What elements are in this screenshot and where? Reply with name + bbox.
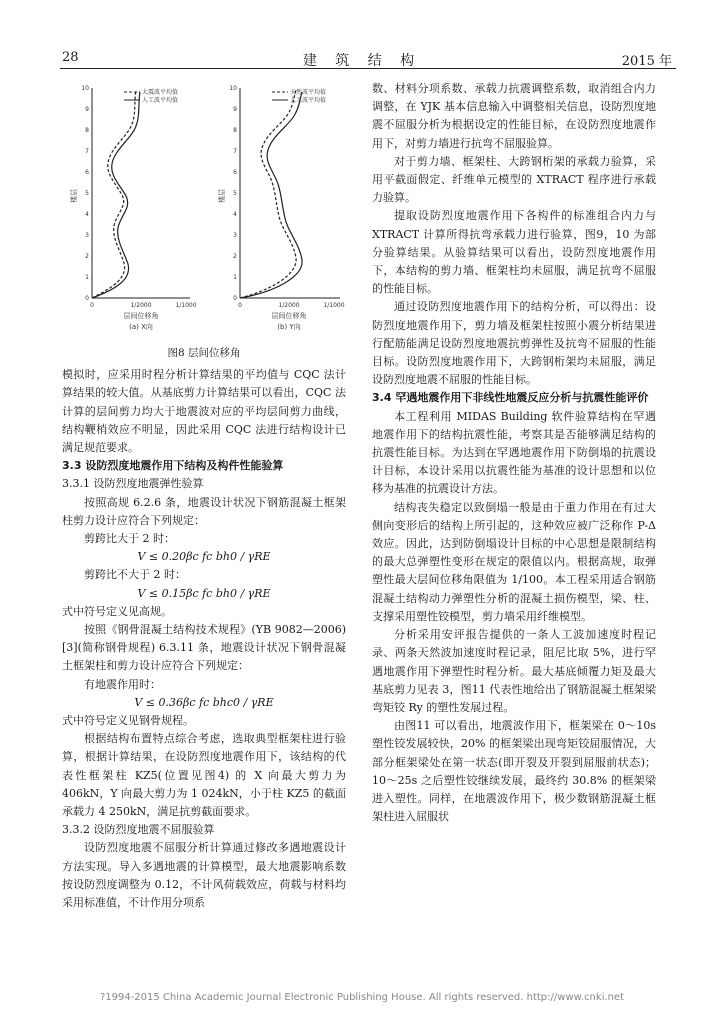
equation: V ≤ 0.20βc fc bh0 / γRE bbox=[137, 550, 271, 564]
left-column bbox=[62, 78, 346, 912]
panel-a-ytick: 8 bbox=[85, 127, 89, 134]
panel-b-series-artificial bbox=[240, 92, 302, 298]
panel-b-ytick: 2 bbox=[233, 253, 237, 260]
figure-caption: 图8 层间位移角 bbox=[167, 347, 241, 359]
panel-a-ytick: 10 bbox=[81, 85, 89, 92]
panel-a-ytick: 0 bbox=[85, 295, 89, 302]
paragraph: 式中符号定义见高规。 bbox=[62, 604, 172, 618]
panel-b-series-natural bbox=[240, 90, 296, 298]
panel-a-xtick: 1/2000 bbox=[130, 302, 152, 309]
panel-a-sublabel: (a) X向 bbox=[129, 323, 153, 331]
paragraph: 对于剪力墙、框架柱、大跨钢桁架的承载力验算，采用平截面假定、纤维单元模型的 XTRACT 程序进行承载力验算。 bbox=[372, 154, 656, 205]
paragraph: 由图11 可以看出，地震波作用下，框架梁在 0～10s 塑性铰发展较快，20% 的框架梁出现弯矩铰屈服情况，大部分框架梁处在第一状态(即开裂及开裂到屈服前状态)；10～25s 之后塑性铰继续发展，最终约 30.8% 的框架梁进入塑性。同样，在地震波作用下，极少数钢筋混凝土框架柱进入屈服状 bbox=[372, 719, 656, 824]
paragraph: 设防烈度地震不屈服分析计算通过修改多遇地震设计方法实现。导入多遇地震的计算模型，最大地震影响系数按设防烈度调整为 0.12，不计风荷载效应，荷载与材料均采用标准值，不计作用分项系 bbox=[62, 841, 346, 910]
paragraph: 式中符号定义见钢骨规程。 bbox=[62, 714, 194, 728]
panel-a-ytick: 5 bbox=[85, 190, 89, 197]
panel-a-xtick: 1/1000 bbox=[175, 302, 197, 309]
subsection-heading: 3.3.2 设防烈度地震不屈服验算 bbox=[62, 823, 215, 837]
panel-b-ytick: 5 bbox=[233, 190, 237, 197]
panel-b-ytick: 6 bbox=[233, 169, 237, 176]
panel-a-ytick: 1 bbox=[85, 274, 89, 281]
condition-text: 有地震作用时： bbox=[84, 677, 161, 691]
panel-b-sublabel: (b) Y向 bbox=[277, 323, 301, 331]
paragraph: 数、材料分项系数、承载力抗震调整系数，取消组合内力调整，在 YJK 基本信息输入中调整相关信息，设防烈度地震不屈服分析为根据设定的性能目标，在设防烈度地震作用下，对剪力墙进行抗弯不屈服验算。 bbox=[372, 82, 656, 150]
panel-b-ylabel: 楼层 bbox=[218, 189, 226, 203]
panel-b-ytick: 8 bbox=[233, 127, 237, 134]
panel-a-ytick: 2 bbox=[85, 253, 89, 260]
paragraph: 本工程利用 MIDAS Building 软件验算结构在罕遇地震作用下的结构抗震性能，考察其是否能够满足结构的抗震性能目标。为达到在罕遇地震作用下防倒塌的抗震设计目标，本设计采用以抗震性能为基准的设计思想和以位移为基准的抗震设计方法。 bbox=[372, 409, 656, 496]
panel-a-ytick: 9 bbox=[85, 106, 89, 113]
paragraph: 结构丧失稳定以致倒塌一般是由于重力作用在有过大侧向变形后的结构上所引起的，这种效应被广泛称作 P-Δ 效应。因此，达到防倒塌设计目标的中心思想是限制结构的最大总弹塑性变形在规定的限值以内。根据高规，取弹塑性最大层间位移角限值为 1/100。本工程采用适合钢筋混凝土结构动力弹塑性分析的混凝土损伤模型，梁、柱、支撑采用塑性铰模型，剪力墙采用纤维模型。 bbox=[372, 500, 656, 623]
panel-a-xlabel: 层间位移角 bbox=[123, 312, 159, 320]
figure-8-plot bbox=[62, 78, 346, 340]
panel-a-xtick: 0 bbox=[90, 302, 94, 309]
condition-text: 剪跨比不大于 2 时： bbox=[84, 568, 186, 582]
panel-a-ytick: 3 bbox=[85, 232, 89, 239]
page-number: 28 bbox=[62, 50, 79, 65]
section-heading: 3.4 罕遇地震作用下非线性地震反应分析与抗震性能评价 bbox=[372, 391, 649, 405]
subsection-heading: 3.3.1 设防烈度地震弹性验算 bbox=[62, 477, 204, 491]
panel-b-xtick: 1/1000 bbox=[323, 302, 345, 309]
panel-a-ytick: 6 bbox=[85, 169, 89, 176]
panel-b-ytick: 9 bbox=[233, 106, 237, 113]
panel-a-ytick: 7 bbox=[85, 148, 89, 155]
panel-a-legend-1: 大震波平均值 bbox=[142, 89, 179, 96]
equation: V ≤ 0.36βc fc bhc0 / γRE bbox=[134, 695, 274, 709]
panel-b-ytick: 1 bbox=[233, 274, 237, 281]
journal-year: 2015 年 bbox=[621, 54, 672, 69]
paragraph: 模拟时，应采用时程分析计算结果的平均值与 CQC 法计算结果的较大值。从基底剪力计算结果可以看出，CQC 法计算的层间剪力均大于地震波对应的平均层间剪力曲线，结构鞭梢效应不明显，因此采用 CQC 法进行结构设计已满足规范要求。 bbox=[62, 368, 346, 455]
panel-b-xtick: 0 bbox=[238, 302, 242, 309]
panel-b bbox=[217, 85, 345, 331]
paragraph: 分析采用安评报告提供的一条人工波加速度时程记录、两条天然波加速度时程记录，阻尼比取 5%，进行罕遇地震作用下弹塑性时程分析。最大基底倾覆力矩及最大基底剪力见表 3，图11 代表性地给出了钢筋混凝土框架梁弯矩铰 Ry 的塑性发展过程。 bbox=[372, 628, 656, 714]
panel-b-ytick: 4 bbox=[233, 211, 237, 218]
header-rule bbox=[60, 68, 676, 69]
equation: V ≤ 0.15βc fc bh0 / γRE bbox=[137, 586, 271, 600]
panel-a-ytick: 4 bbox=[85, 211, 89, 218]
paragraph: 通过设防烈度地震作用下的结构分析，可以得出：设防烈度地震作用下，剪力墙及框架柱按照小震分析结果进行配筋能满足设防烈度地震抗剪弹性及抗弯不屈服的性能目标。设防烈度地震作用下，大跨钢桁架均未屈服，满足设防烈度地震不屈服的性能目标。 bbox=[372, 300, 656, 387]
panel-b-xlabel: 层间位移角 bbox=[271, 312, 307, 320]
panel-b-ytick: 10 bbox=[229, 85, 237, 92]
panel-b-legend-1: 天然波平均值 bbox=[290, 89, 327, 96]
panel-b-xtick: 1/2000 bbox=[278, 302, 300, 309]
paragraph: 按照高规 6.2.6 条，地震设计状况下钢筋混凝土框架柱剪力设计应符合下列规定： bbox=[62, 495, 346, 527]
paragraph: 提取设防烈度地震作用下各构件的标准组合内力与 XTRACT 计算所得抗弯承载力进行验算，图9，10 为部分验算结果。从验算结果可以看出，设防烈度地震作用下，本结构的剪力墙、框架柱均未屈服，满足抗弯不屈服的性能目标。 bbox=[372, 209, 656, 296]
paragraph: 根据结构布置特点综合考虑，选取典型框架柱进行验算，根据计算结果，在设防烈度地震作用下，该结构的代表性框架柱 KZ5(位置见图4) 的 X 向最大剪力为 406kN，Y 向最大剪力为 1 024kN，小于柱 KZ5 的截面承载力 4 250kN，满足抗剪截面要求。 bbox=[62, 732, 346, 819]
figure-8 bbox=[62, 78, 346, 340]
panel-b-ytick: 3 bbox=[233, 232, 237, 239]
panel-a-series-natural bbox=[92, 90, 136, 298]
section-heading: 3.3 设防烈度地震作用下结构及构件性能验算 bbox=[62, 459, 284, 473]
panel-a-legend-2: 人工波平均值 bbox=[142, 97, 179, 104]
journal-title: 建 筑 结 构 bbox=[302, 53, 422, 69]
condition-text: 剪跨比大于 2 时： bbox=[84, 532, 175, 546]
panel-a bbox=[69, 85, 197, 331]
copyright-footer: ?1994-2015 China Academic Journal Electronic Publishing House. All rights reserved. http://www.cnki.net bbox=[99, 992, 625, 1003]
panel-a-ylabel: 楼层 bbox=[70, 189, 78, 203]
right-column bbox=[372, 80, 656, 826]
panel-b-ytick: 7 bbox=[233, 148, 237, 155]
panel-b-legend-2: 人工波平均值 bbox=[290, 97, 327, 104]
paragraph: 按照《钢骨混凝土结构技术规程》(YB 9082—2006)[3](简称钢骨规程) 6.3.11 条，地震设计状况下钢骨混凝土框架柱和剪力设计应符合下列规定： bbox=[62, 623, 346, 673]
panel-b-ytick: 0 bbox=[233, 295, 237, 302]
